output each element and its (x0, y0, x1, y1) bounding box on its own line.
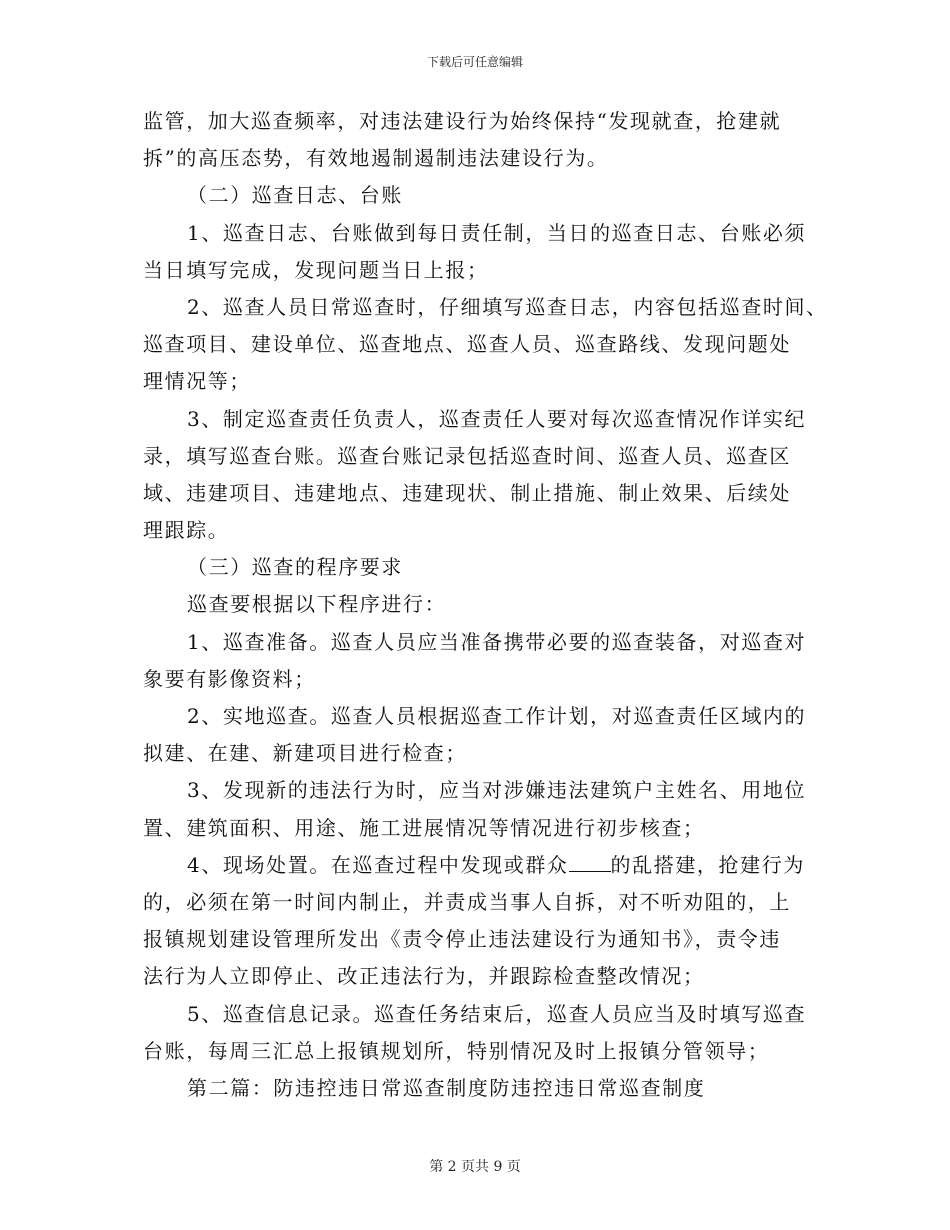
section-heading: （二）巡查日志、台账 (187, 183, 403, 208)
text-line: 录，填写巡查台账。巡查台账记录包括巡查时间、巡查人员、巡查区 (143, 443, 791, 468)
text-line: 巡查要根据以下程序进行： (187, 592, 447, 617)
text-segment: 的乱搭建，抢建行为 (610, 852, 805, 877)
document-body (143, 103, 828, 1107)
text-line: 巡查项目、建设单位、巡查地点、巡查人员、巡查路线、发现问题处 (143, 332, 791, 357)
text-line: 拆”的高压态势，有效地遏制遏制违法建设行为。 (143, 146, 609, 171)
text-line: 台账，每周三汇总上报镇规划所，特别情况及时上报镇分管领导； (143, 1038, 770, 1063)
fill-in-blank (569, 870, 611, 872)
text-line: 法行为人立即停止、改正违法行为，并跟踪检查整改情况； (143, 964, 705, 989)
text-line: 报镇规划建设管理所发出《责令停止违法建设行为通知书》，责令违 (143, 927, 781, 952)
text-line: 5、巡查信息记录。巡查任务结束后，巡查人员应当及时填写巡查 (187, 1001, 807, 1026)
text-line: 域、违建项目、违建地点、违建现状、制止措施、制止效果、后续处 (143, 480, 791, 505)
text-line: 1、巡查日志、台账做到每日责任制，当日的巡查日志、台账必须 (187, 220, 807, 245)
page-number: 第 2 页共 9 页 (429, 1159, 521, 1175)
text-line: 2、实地巡查。巡查人员根据巡查工作计划，对巡查责任区域内的 (187, 704, 807, 728)
text-line: 3、制定巡查责任负责人，巡查责任人要对每次巡查情况作详实纪 (187, 406, 807, 431)
text-line: 当日填写完成，发现问题当日上报； (143, 257, 489, 282)
text-line: 拟建、在建、新建项目进行检查； (143, 741, 467, 766)
section-heading: 第二篇：防违控违日常巡查制度防违控违日常巡查制度 (187, 1075, 706, 1100)
text-segment: 4、现场处置。在巡查过程中发现或群众 (187, 852, 569, 877)
text-line: 监管，加大巡查频率，对违法建设行为始终保持“发现就查，抢建就 (143, 109, 782, 133)
text-line: 1、巡查准备。巡查人员应当准备携带必要的巡查装备，对巡查对 (187, 629, 807, 654)
page-header: 下载后可任意编辑 (426, 55, 523, 69)
text-line: 的，必须在第一时间内制止，并责成当事人自拆，对不听劝阻的，上 (143, 889, 791, 914)
section-heading: （三）巡查的程序要求 (187, 555, 403, 580)
text-line: 置、建筑面积、用途、施工进展情况等情况进行初步核查； (143, 815, 705, 840)
text-line (143, 847, 813, 884)
text-line: 2、巡查人员日常巡查时，仔细填写巡查日志，内容包括巡查时间、 (187, 294, 828, 319)
text-line: 象要有影像资料； (143, 666, 316, 691)
text-line: 3、发现新的违法行为时，应当对涉嫌违法建筑户主姓名、用地位 (187, 778, 807, 803)
text-line: 理跟踪。 (143, 518, 230, 543)
text-line: 理情况等； (143, 369, 251, 394)
